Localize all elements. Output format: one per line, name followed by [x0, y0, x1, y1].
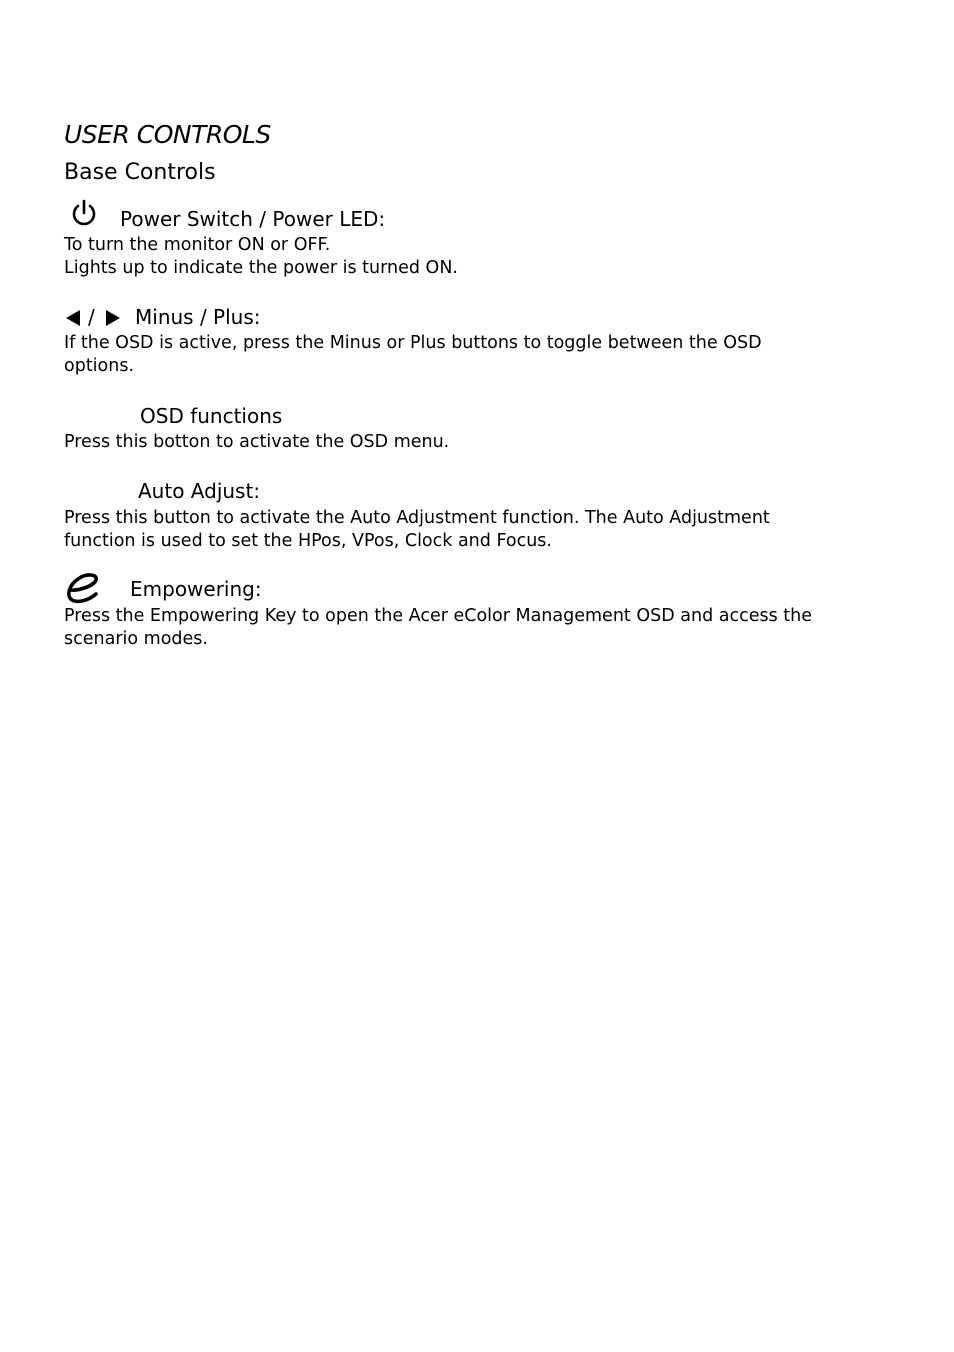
description-line: Lights up to indicate the power is turned ON. — [64, 258, 458, 278]
empowering-heading: Empowering: — [130, 577, 262, 601]
description-line: scenario modes. — [64, 629, 208, 649]
minus-plus-description — [64, 332, 894, 378]
power-description — [64, 234, 894, 280]
description-line: Press the Empowering Key to open the Acer eColor Management OSD and access the — [64, 606, 812, 626]
description-line: function is used to set the HPos, VPos, Clock and Focus. — [64, 531, 552, 551]
description-line: If the OSD is active, press the Minus or Plus buttons to toggle between the OSD — [64, 333, 762, 353]
section-title: Base Controls — [64, 160, 216, 185]
power-icon — [70, 198, 98, 228]
description-line: To turn the monitor ON or OFF. — [64, 235, 331, 255]
icon-separator: / — [88, 305, 95, 329]
empowering-e-icon — [64, 572, 102, 604]
empowering-description — [64, 605, 894, 651]
power-heading: Power Switch / Power LED: — [120, 207, 386, 231]
description-line: Press this button to activate the Auto Adjustment function. The Auto Adjustment — [64, 508, 770, 528]
osd-functions-heading: OSD functions — [140, 404, 283, 428]
auto-adjust-description — [64, 507, 894, 553]
minus-plus-heading: Minus / Plus: — [135, 305, 261, 329]
minus-triangle-icon — [64, 309, 82, 327]
plus-triangle-icon — [104, 309, 122, 327]
osd-functions-description — [64, 431, 894, 454]
page-title: USER CONTROLS — [64, 120, 271, 149]
auto-adjust-heading: Auto Adjust: — [138, 479, 261, 503]
description-line: Press this botton to activate the OSD menu. — [64, 432, 450, 452]
description-line: options. — [64, 356, 135, 376]
